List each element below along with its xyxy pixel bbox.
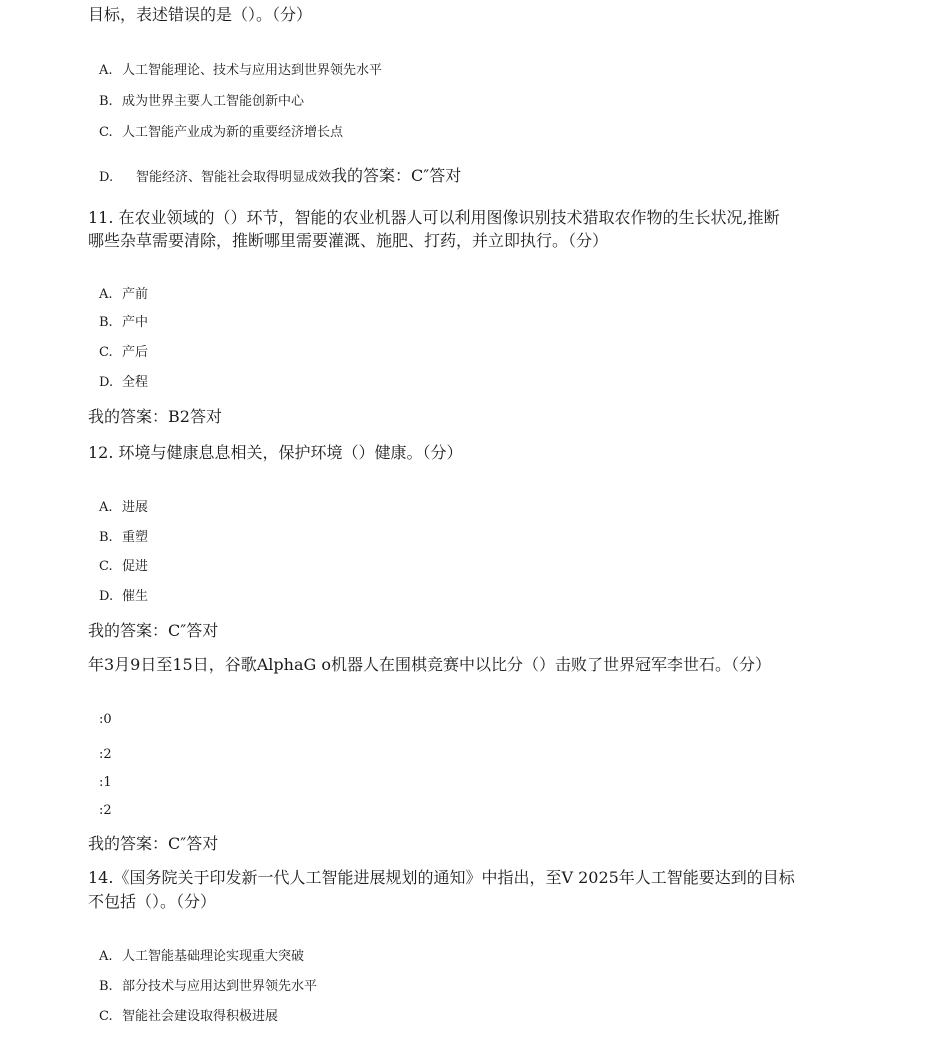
option-letter: C.	[99, 1009, 113, 1024]
option-text: 催生	[122, 589, 149, 604]
question-11-option-c	[99, 345, 148, 361]
question-14-stem-line-2: 不包括（）。（分）	[88, 892, 217, 911]
question-10-option-c	[99, 125, 343, 141]
option-letter: C.	[99, 125, 113, 140]
option-text: 产中	[122, 315, 149, 330]
question-13-stem: 年3月9日至15日，谷歌AlphaG o机器人在围棋竞赛中以比分（）击败了世界冠军李世石。（分）	[88, 655, 771, 674]
option-text: 进展	[122, 500, 149, 515]
option-letter: A.	[99, 63, 113, 78]
option-text: 人工智能产业成为新的重要经济增长点	[122, 125, 344, 140]
question-11-option-a	[99, 287, 148, 303]
question-10-answer: 我的答案：C″答对	[331, 166, 462, 185]
option-letter: C.	[99, 345, 113, 360]
question-14-stem-line-1: 14.《国务院关于印发新一代人工智能进展规划的通知》中指出，至V 2025年人工智能要达到的目标	[88, 868, 795, 887]
question-12-answer: 我的答案：C″答对	[88, 621, 219, 640]
option-letter: D.	[99, 170, 114, 185]
question-11-answer: 我的答案：B2答对	[88, 407, 222, 426]
question-13-option-1: :0	[99, 712, 112, 727]
question-10-option-d	[99, 166, 461, 186]
option-text: 成为世界主要人工智能创新中心	[122, 94, 305, 109]
question-14-option-b	[99, 979, 317, 995]
option-text: 产后	[122, 345, 149, 360]
option-letter: B.	[99, 315, 113, 330]
question-10-option-b	[99, 94, 304, 110]
option-letter: C.	[99, 559, 113, 574]
option-text: 全程	[122, 375, 149, 390]
question-11-option-b	[99, 315, 148, 331]
option-letter: D.	[99, 589, 114, 604]
option-text: 部分技术与应用达到世界领先水平	[122, 979, 318, 994]
question-12-option-b	[99, 530, 148, 546]
question-13-option-3: :1	[99, 775, 112, 790]
option-text: 产前	[122, 287, 149, 302]
question-12-option-c	[99, 559, 148, 575]
question-10-option-a	[99, 63, 382, 79]
option-text: 人工智能基础理论实现重大突破	[122, 949, 305, 964]
question-12-option-a	[99, 500, 148, 516]
option-text: 智能社会建设取得积极进展	[122, 1009, 279, 1024]
option-text: 人工智能理论、技术与应用达到世界领先水平	[122, 63, 383, 78]
question-10-stem: 目标，表述错误的是（）。（分）	[88, 5, 313, 24]
question-12-option-d	[99, 589, 148, 605]
option-text: 智能经济、智能社会取得明显成效	[136, 170, 332, 185]
option-letter: B.	[99, 979, 113, 994]
option-text: 重塑	[122, 530, 149, 545]
question-13-option-4: :2	[99, 803, 112, 818]
question-11-stem-line-2: 哪些杂草需要清除，推断哪里需要灌溉、施肥、打药，并立即执行。（分）	[88, 231, 609, 250]
question-11-stem-line-1: 11. 在农业领域的（）环节，智能的农业机器人可以利用图像识别技术猎取农作物的生长状况,推断	[88, 208, 780, 227]
question-14-option-c	[99, 1009, 278, 1025]
option-letter: A.	[99, 287, 113, 302]
question-13-answer: 我的答案：C″答对	[88, 834, 219, 853]
option-letter: B.	[99, 94, 113, 109]
question-11-option-d	[99, 375, 148, 391]
question-13-option-2: :2	[99, 747, 112, 762]
question-12-stem: 12. 环境与健康息息相关，保护环境（）健康。（分）	[88, 443, 463, 462]
option-letter: A.	[99, 949, 113, 964]
option-letter: B.	[99, 530, 113, 545]
question-14-option-a	[99, 949, 304, 965]
option-letter: D.	[99, 375, 114, 390]
option-letter: A.	[99, 500, 113, 515]
option-text: 促进	[122, 559, 149, 574]
